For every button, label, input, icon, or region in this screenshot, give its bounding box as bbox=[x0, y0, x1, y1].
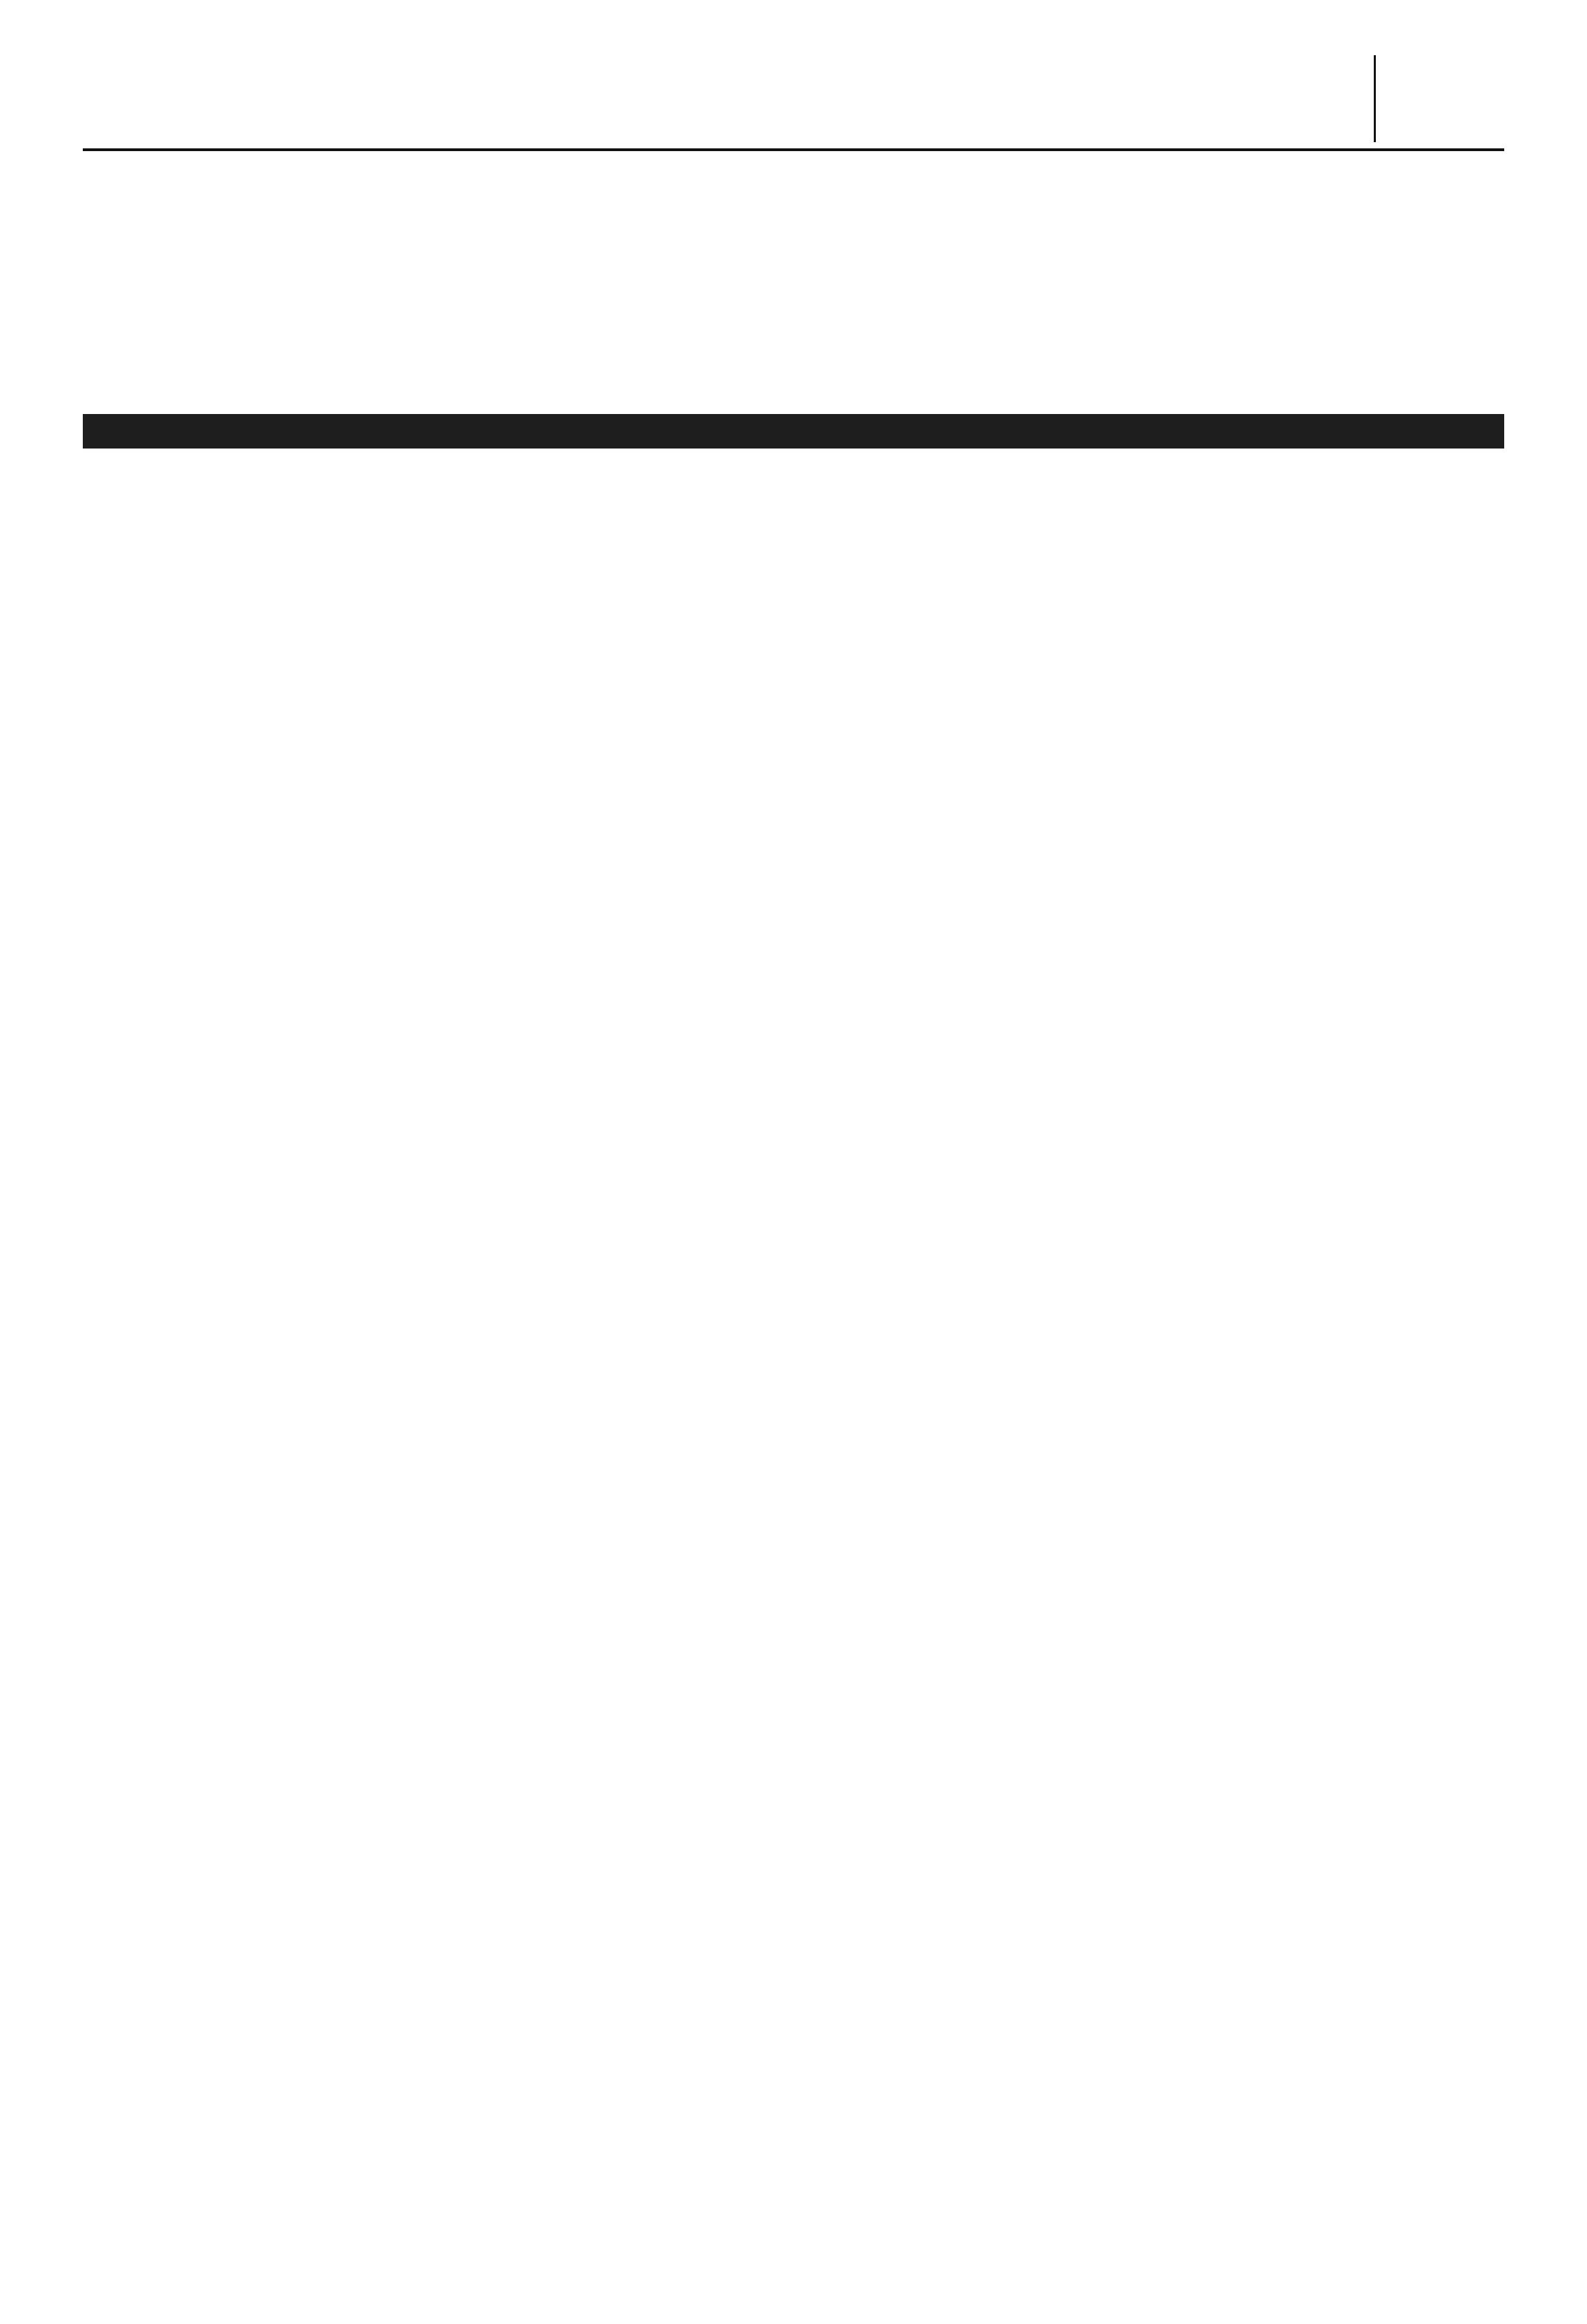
contd-prefix bbox=[89, 430, 99, 438]
contd-banner bbox=[83, 414, 1504, 449]
top-story-body bbox=[83, 166, 1504, 387]
masthead-divider bbox=[1374, 55, 1376, 142]
continued-stories bbox=[83, 458, 1504, 2287]
newspaper-page bbox=[83, 55, 1504, 2291]
contd-banner-text bbox=[83, 414, 106, 448]
masthead bbox=[83, 55, 1504, 151]
